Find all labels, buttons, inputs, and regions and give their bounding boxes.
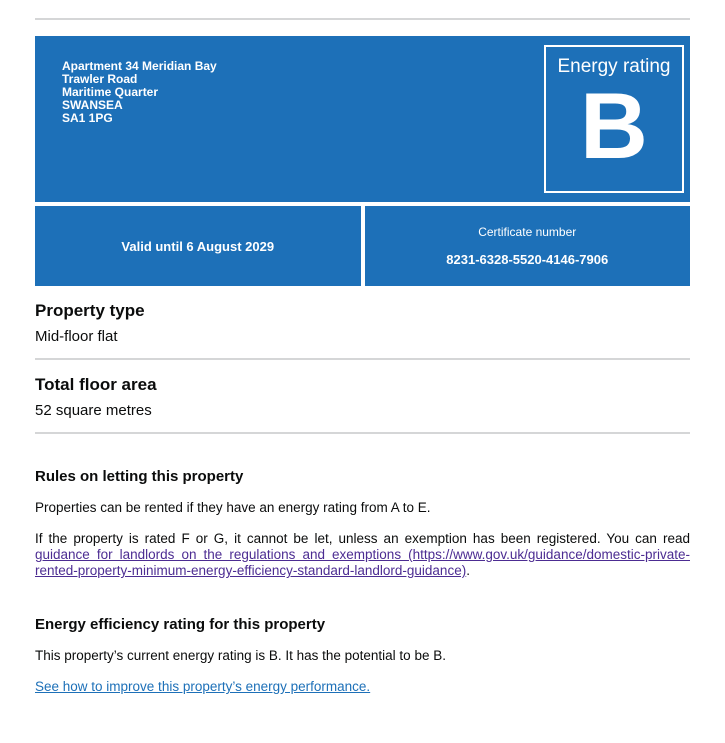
certificate-number-label: Certificate number (478, 225, 577, 239)
address-line-3: Maritime Quarter (62, 85, 159, 99)
letting-rules-paragraph-2 (35, 531, 690, 579)
letting-rules-heading: Rules on letting this property (35, 468, 244, 485)
valid-until-box (35, 206, 361, 286)
address-line-5: SA1 1PG (62, 111, 113, 125)
property-type-heading: Property type (35, 301, 145, 320)
epc-certificate-page (0, 18, 725, 695)
certificate-banner (35, 36, 690, 202)
section-divider (35, 358, 690, 360)
address-line-1: Apartment 34 Meridian Bay (62, 59, 217, 73)
certificate-number-box (365, 206, 691, 286)
address-line-2: Trawler Road (62, 72, 138, 86)
energy-rating-label: Energy rating (557, 56, 671, 77)
section-divider (35, 432, 690, 434)
property-address (62, 60, 217, 202)
property-type-value: Mid-floor flat (35, 328, 118, 345)
certificate-info-row (35, 206, 690, 286)
energy-rating-box (544, 45, 684, 193)
top-divider (35, 18, 690, 20)
efficiency-rating-heading: Energy efficiency rating for this property (35, 616, 326, 633)
floor-area-heading: Total floor area (35, 375, 157, 394)
efficiency-rating-paragraph: This property’s current energy rating is B. It has the potential to be B. (35, 648, 446, 663)
letting-rules-paragraph-2-text: If the property is rated F or G, it cannot be let, unless an exemption has been registered. You can read (35, 531, 690, 546)
improve-performance-paragraph (35, 679, 690, 695)
floor-area-value: 52 square metres (35, 402, 152, 419)
address-line-4: SWANSEA (62, 98, 123, 112)
improve-performance-link[interactable]: See how to improve this property’s energy performance. (35, 679, 371, 694)
landlord-guidance-link[interactable]: guidance for landlords on the regulations and exemptions (https://www.gov.uk/guidance/domestic-private-rented-property-minimum-energy-efficiency-standard-landlord-guidance) (35, 547, 690, 578)
letting-rules-paragraph-1: Properties can be rented if they have an energy rating from A to E. (35, 500, 431, 515)
energy-rating-value: B (580, 73, 648, 178)
letting-rules-paragraph-2-period: . (466, 563, 470, 578)
certificate-number-value: 8231-6328-5520-4146-7906 (446, 252, 609, 267)
valid-until-text: Valid until 6 August 2029 (121, 238, 275, 254)
